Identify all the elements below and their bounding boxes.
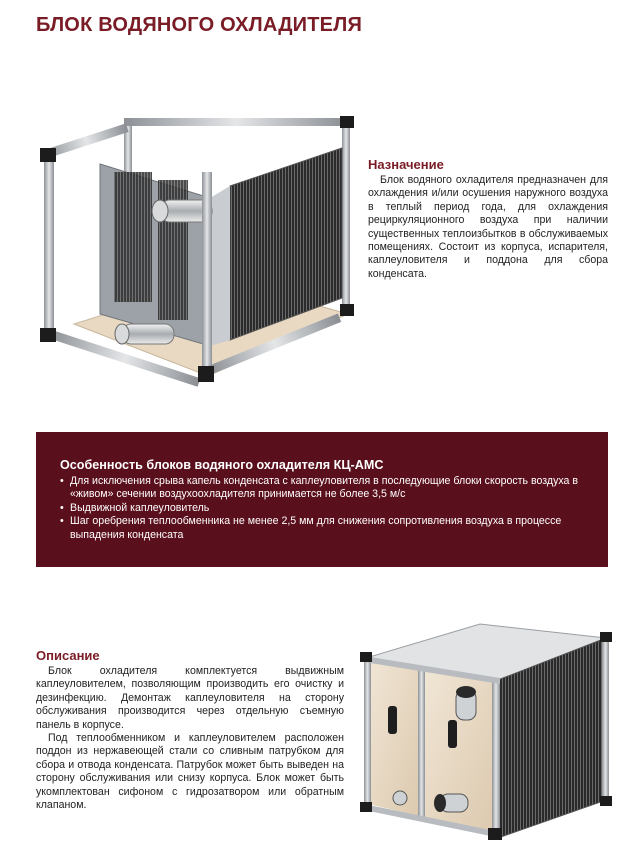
description-paragraph: Под теплообменником и каплеуловителем расположен поддон из нержавеющей стали со сливным патрубком для сбора и отвода конденсата. Патрубок может быть выведен на сторону обслуживания или снизу корпуса. Блок может быть укомплектован сифоном с гидрозатвором или обратным клапаном. xyxy=(36,732,344,812)
features-band xyxy=(36,432,608,567)
bullet-icon: • xyxy=(60,501,64,514)
feature-text: Выдвижной каплеуловитель xyxy=(70,501,210,514)
features-list xyxy=(60,475,590,542)
feature-text: Шаг оребрения теплообменника не менее 2,5 мм для снижения сопротивления воздуха в процессе выпадения конденсата xyxy=(70,515,562,541)
features-heading: Особенность блоков водяного охладителя КЦ-АМС xyxy=(60,458,384,472)
purpose-heading: Назначение xyxy=(368,157,444,172)
bullet-icon: • xyxy=(60,515,64,528)
description-heading: Описание xyxy=(36,648,100,663)
purpose-text: Блок водяного охладителя предназначен для охлаждения и/или осушения наружного воздуха в теплый период года, для охлаждения рециркуляционного воздуха при наличии существенных теплоизбытков в обслуживаемых помещениях. Состоит из корпуса, испарителя, каплеуловителя и поддона для сбора конденсата. xyxy=(368,174,608,280)
purpose-section xyxy=(368,157,608,281)
cooler-block-illustration xyxy=(358,620,614,842)
description-paragraph: Блок охладителя комплектуется выдвижным каплеуловителем, позволяющим производить его очистку и дезинфекцию. Демонтаж каплеуловителя на сторону обслуживания производится через отдельную съемную панель в корпусе. xyxy=(36,665,344,731)
feature-text: Для исключения срыва капель конденсата с каплеуловителя в последующие блоки скорость воздуха в «живом» сечении воздухоохладителя принимается не более 3,5 м/с xyxy=(70,475,579,501)
page-title: БЛОК ВОДЯНОГО ОХЛАДИТЕЛЯ xyxy=(36,14,363,36)
bullet-icon: • xyxy=(60,475,64,487)
feature-item xyxy=(60,515,590,542)
description-section xyxy=(36,648,344,812)
feature-item xyxy=(60,502,590,515)
feature-item xyxy=(60,475,590,502)
cooler-frame-illustration xyxy=(30,108,362,400)
